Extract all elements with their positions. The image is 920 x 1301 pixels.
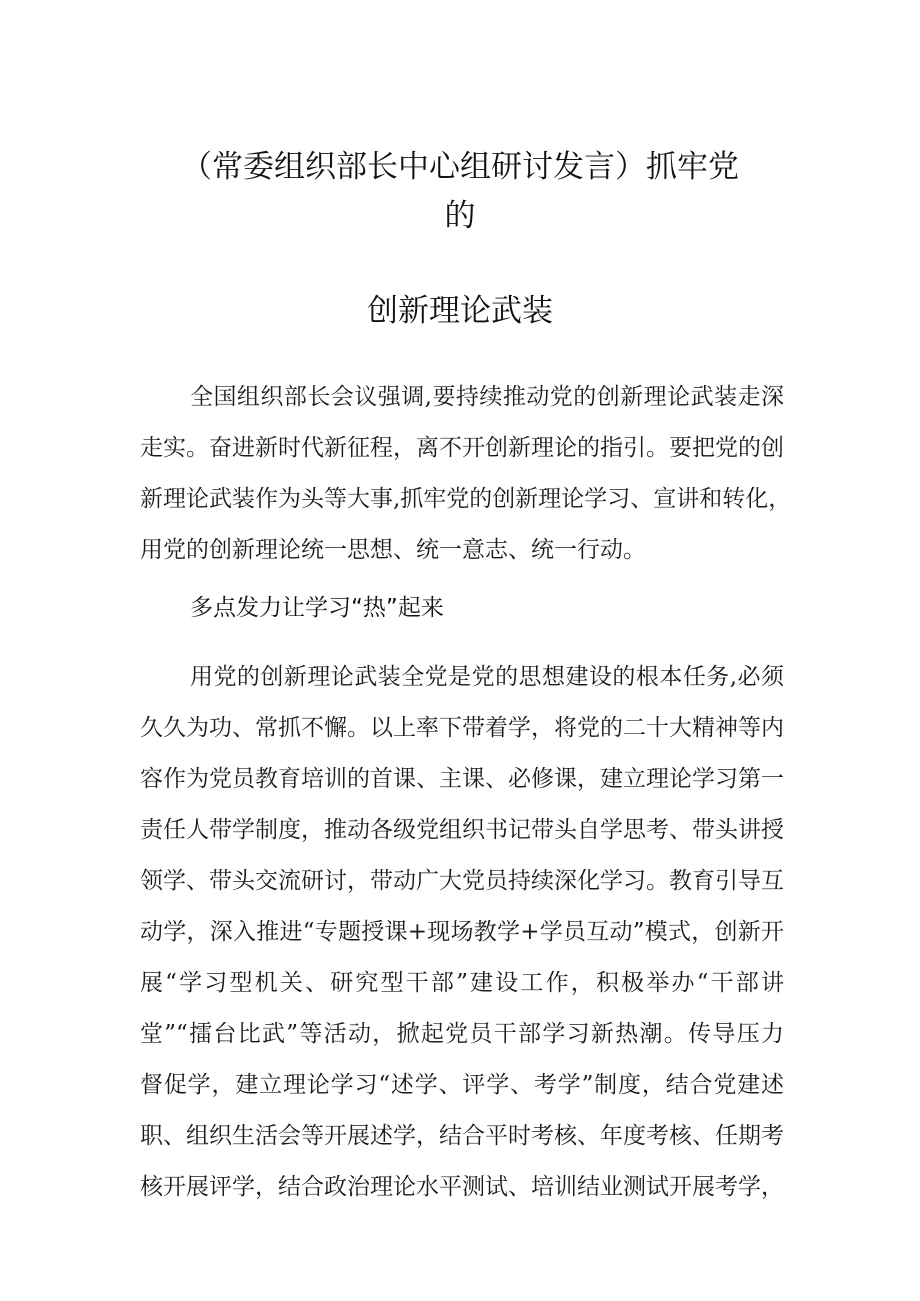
- section-paragraph: [140, 652, 784, 1213]
- paragraph-line: 久久为功、常抓不懈。以上率下带着学，将党的二十大精神等内: [140, 715, 784, 741]
- paragraph-line: 用党的创新理论武装全党是党的思想建设的根本任务,必须: [190, 664, 784, 690]
- document-title-line-2: 的: [444, 198, 476, 234]
- paragraph-line: 动学，深入推进“专题授课+现场教学+学员互动”模式，创新开: [140, 919, 784, 945]
- paragraph-line: 督促学，建立理论学习“述学、评学、考学”制度，结合党建述: [140, 1072, 784, 1098]
- section-heading: 多点发力让学习“热”起来: [190, 595, 444, 621]
- document-title-line-1: （常委组织部长中心组研讨发言）抓牢党: [181, 149, 739, 185]
- paragraph-line: 全国组织部长会议强调,要持续推动党的创新理论武装走深: [190, 384, 784, 410]
- paragraph-line: 职、组织生活会等开展述学，结合平时考核、年度考核、任期考: [140, 1123, 784, 1149]
- paragraph-line: 责任人带学制度，推动各级党组织书记带头自学思考、带头讲授: [140, 817, 784, 843]
- paragraph-line: 新理论武装作为头等大事,抓牢党的创新理论学习、宣讲和转化，: [140, 486, 792, 512]
- paragraph-line: 领学、带头交流研讨，带动广大党员持续深化学习。教育引导互: [140, 868, 784, 894]
- paragraph-line: 走实。奋进新时代新征程，离不开创新理论的指引。要把党的创: [140, 435, 784, 461]
- paragraph-line: 堂”“擂台比武”等活动，掀起党员干部学习新热潮。传导压力: [140, 1021, 784, 1047]
- intro-paragraph: [140, 372, 792, 576]
- paragraph-line: 展“学习型机关、研究型干部”建设工作，积极举办“干部讲: [140, 970, 784, 996]
- paragraph-line: 容作为党员教育培训的首课、主课、必修课，建立理论学习第一: [140, 766, 784, 792]
- document-title-line-3: 创新理论武装: [367, 293, 553, 329]
- paragraph-line: 核开展评学，结合政治理论水平测试、培训结业测试开展考学，: [140, 1174, 784, 1200]
- paragraph-line: 用党的创新理论统一思想、统一意志、统一行动。: [140, 537, 646, 563]
